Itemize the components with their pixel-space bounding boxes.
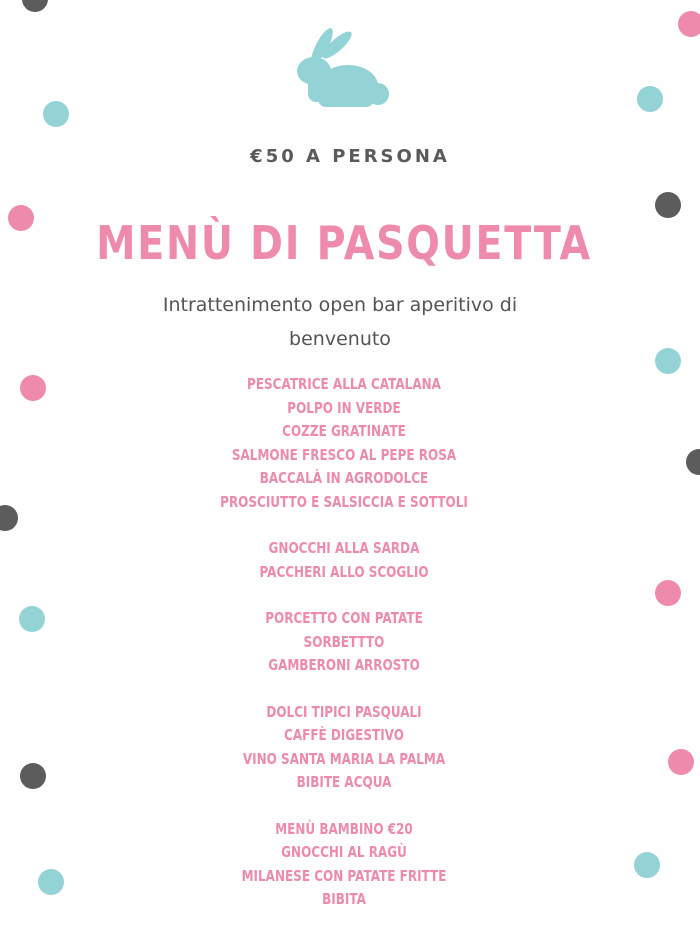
menu-item: SALMONE FRESCO AL PEPE ROSA: [231, 445, 457, 464]
menu-item: BACCALÀ IN AGRODOLCE: [259, 469, 429, 487]
menu-item: DOLCI TIPICI PASQUALI: [266, 702, 422, 721]
menu-item: COZZE GRATINATE: [282, 422, 406, 440]
decor-dot-teal: [655, 348, 681, 374]
menu-item: CAFFÈ DIGESTIVO: [284, 726, 404, 744]
menu-item: GNOCCHI AL RAGÙ: [281, 843, 407, 861]
menu-item: MILANESE CON PATATE FRITTE: [241, 866, 447, 885]
menu-item: PESCATRICE ALLA CATALANA: [247, 375, 441, 393]
menu-item: GNOCCHI ALLA SARDA: [268, 539, 420, 557]
menu-item: PACCHERI ALLO SCOGLIO: [259, 562, 429, 581]
menu-item: PROSCIUTTO E SALSICCIA E SOTTOLI: [220, 492, 468, 511]
menu-item: POLPO IN VERDE: [287, 398, 401, 417]
menu-item: SORBETTTO: [303, 632, 385, 651]
menu-item: BIBITA: [322, 890, 366, 908]
decor-dot-gray: [655, 192, 681, 218]
menu-group-secondi: [0, 607, 688, 678]
menu-list: [0, 373, 688, 935]
menu-group-bambino: [0, 818, 688, 912]
page-title: MENÙ DI PASQUETTA: [96, 216, 592, 270]
menu-subtitle: Intrattenimento open bar aperitivo di benvenuto: [162, 294, 518, 350]
menu-item: VINO SANTA MARIA LA PALMA: [242, 749, 446, 768]
menu-group-antipasti: [0, 373, 688, 514]
decor-dot-pink: [678, 11, 700, 37]
bunny-icon: [296, 24, 390, 110]
menu-item: GAMBERONI ARROSTO: [268, 656, 420, 674]
decor-dot-pink: [8, 205, 34, 231]
menu-item: MENÙ BAMBINO €20: [275, 819, 413, 838]
price-per-person: €50 A PERSONA: [250, 146, 450, 167]
menu-item: PORCETTO CON PATATE: [265, 609, 423, 627]
decor-dot-teal: [637, 86, 663, 112]
menu-item: BIBITE ACQUA: [296, 773, 392, 791]
decor-dot-teal: [43, 101, 69, 127]
decor-dot-gray: [686, 449, 700, 475]
menu-group-dolci: [0, 701, 688, 795]
decor-dot-gray: [22, 0, 48, 12]
menu-group-primi: [0, 537, 688, 584]
